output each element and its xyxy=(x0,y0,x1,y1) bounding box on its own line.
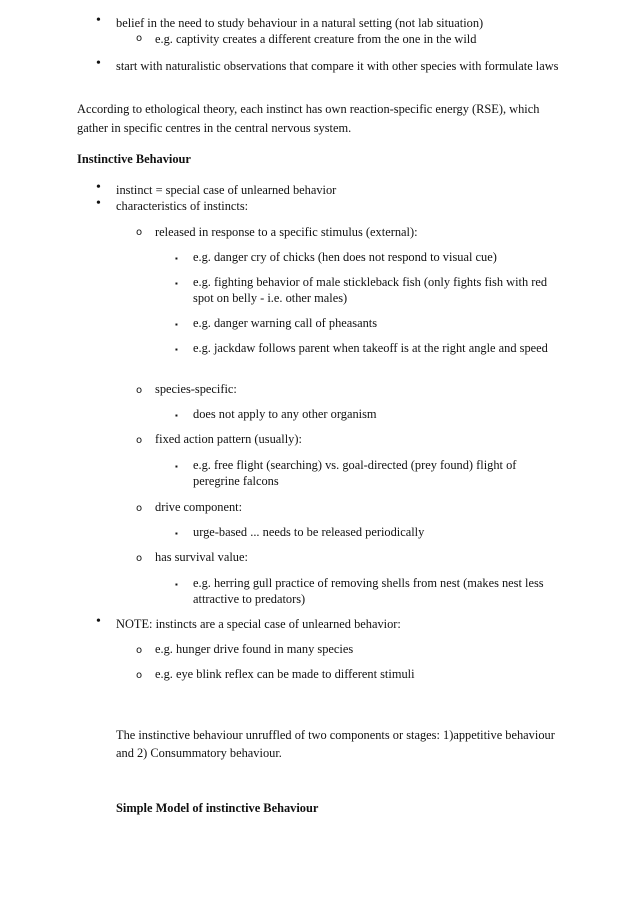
bullet-circle-icon: o xyxy=(136,645,143,656)
section-heading-instinctive-behaviour: Instinctive Behaviour xyxy=(77,152,191,166)
list-item: drive component: xyxy=(155,500,243,514)
bullet-square-icon: ▪ xyxy=(175,580,178,589)
list-item: e.g. danger warning call of pheasants xyxy=(193,316,378,330)
list-item: does not apply to any other organism xyxy=(193,407,377,421)
bullet-circle-icon: o xyxy=(136,227,143,238)
list-item: has survival value: xyxy=(155,550,248,564)
components-paragraph: The instinctive behaviour unruffled of two components or stages: 1)appetitive behaviour and 2) Consummatory behaviour. xyxy=(116,728,555,760)
bullet-dot-icon: • xyxy=(96,180,101,195)
list-item: e.g. eye blink reflex can be made to different stimuli xyxy=(155,667,415,681)
list-item: instinct = special case of unlearned behavior xyxy=(116,183,337,197)
ethology-paragraph: According to ethological theory, each instinct has own reaction-specific energy (RSE), which gather in specific centres in the central nervous system. xyxy=(77,102,540,135)
bullet-circle-icon: o xyxy=(136,385,143,396)
bullet-square-icon: ▪ xyxy=(175,279,178,288)
section-heading-simple-model: Simple Model of instinctive Behaviour xyxy=(116,801,319,815)
list-item: e.g. herring gull practice of removing shells from nest (makes nest less attractive to predators) xyxy=(193,576,544,606)
list-item: belief in the need to study behaviour in a natural setting (not lab situation) xyxy=(116,16,484,30)
bullet-square-icon: ▪ xyxy=(175,462,178,471)
bullet-circle-icon: o xyxy=(136,503,143,514)
bullet-dot-icon: • xyxy=(96,56,101,71)
bullet-dot-icon: • xyxy=(96,196,101,211)
bullet-dot-icon: • xyxy=(96,13,101,28)
list-item: e.g. free flight (searching) vs. goal-directed (prey found) flight of peregrine falcons xyxy=(193,458,517,488)
bullet-square-icon: ▪ xyxy=(175,345,178,354)
list-item: start with naturalistic observations that compare it with other species with formulate laws xyxy=(116,59,559,73)
list-item: fixed action pattern (usually): xyxy=(155,432,302,446)
list-item: e.g. captivity creates a different creature from the one in the wild xyxy=(155,32,477,46)
bullet-square-icon: ▪ xyxy=(175,320,178,329)
bullet-circle-icon: o xyxy=(136,33,143,44)
list-item: NOTE: instincts are a special case of unlearned behavior: xyxy=(116,617,401,631)
list-item: e.g. hunger drive found in many species xyxy=(155,642,354,656)
list-item: urge-based ... needs to be released periodically xyxy=(193,525,425,539)
bullet-square-icon: ▪ xyxy=(175,411,178,420)
list-item: e.g. danger cry of chicks (hen does not respond to visual cue) xyxy=(193,250,497,264)
list-item: characteristics of instincts: xyxy=(116,199,249,213)
list-item: e.g. fighting behavior of male stickleback fish (only fights fish with red spot on belly - i.e. other males) xyxy=(193,275,548,305)
list-item: e.g. jackdaw follows parent when takeoff is at the right angle and speed xyxy=(193,341,548,355)
bullet-circle-icon: o xyxy=(136,670,143,681)
bullet-circle-icon: o xyxy=(136,553,143,564)
bullet-circle-icon: o xyxy=(136,435,143,446)
bullet-dot-icon: • xyxy=(96,614,101,629)
bullet-square-icon: ▪ xyxy=(175,529,178,538)
list-item: released in response to a specific stimulus (external): xyxy=(155,225,418,239)
list-item: species-specific: xyxy=(155,382,237,396)
bullet-square-icon: ▪ xyxy=(175,254,178,263)
